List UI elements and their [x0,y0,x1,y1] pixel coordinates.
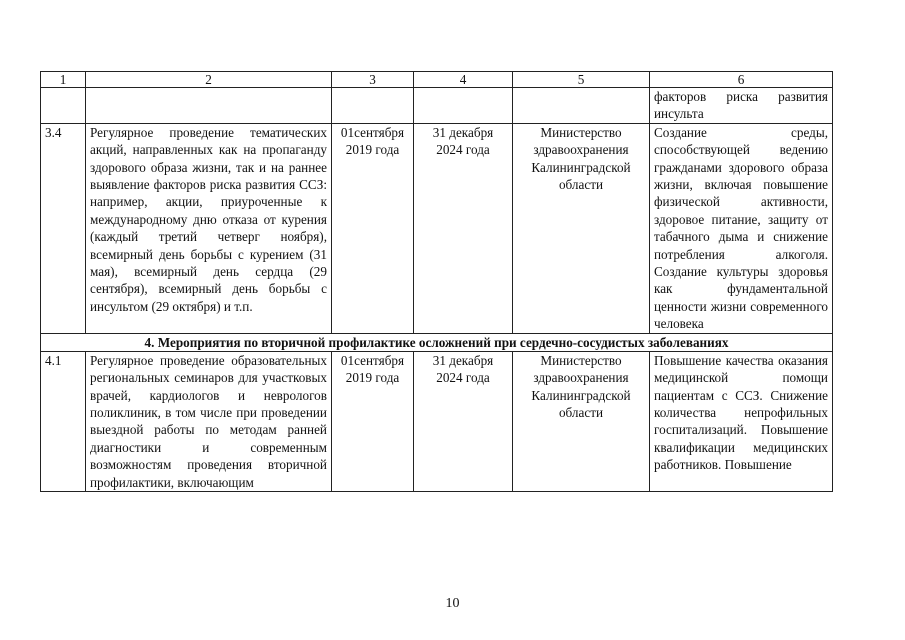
column-number: 2 [86,72,332,88]
cell-end: 31 декабря 2024 года [414,123,513,333]
cell-number: 4.1 [41,351,86,491]
cell-result: факторов риска развития инсульта [650,88,833,124]
table-row [41,351,833,491]
section-heading: 4. Мероприятия по вторичной профилактике осложнений при сердечно-сосудистых заболеваниях [41,333,833,351]
cell-responsible: Министерство здравоохранения Калининградской области [513,351,650,491]
cell-number: 3.4 [41,123,86,333]
cell-responsible: Министерство здравоохранения Калининградской области [513,123,650,333]
cell-result: Повышение качества оказания медицинской помощи пациентам с ССЗ. Снижение количества непрофильных госпитализаций. Повышение квалификации медицинских работников. Повышение [650,351,833,491]
column-number: 1 [41,72,86,88]
table-row-continuation [41,88,833,124]
cell-responsible [513,88,650,124]
section-heading-row [41,333,833,351]
page-number: 10 [445,596,460,611]
cell-start: 01сентября 2019 года [332,123,414,333]
cell-end [414,88,513,124]
cell-description [86,88,332,124]
cell-end: 31 декабря 2024 года [414,351,513,491]
action-plan-table [40,71,833,492]
cell-number [41,88,86,124]
cell-description: Регулярное проведение тематических акций, направленных как на пропаганду здорового образа жизни, так и на раннее выявление факторов риска развития ССЗ: например, акции, приуроченные к международному дню отказа от курения (каждый третий четверг ноября), всемирный день борьбы с курением (31 мая), всемирный день сердца (29 сентября), всемирный день борьбы с инсультом (29 октября) и т.п. [86,123,332,333]
cell-description: Регулярное проведение образовательных региональных семинаров для участковых врачей, кардиологов и неврологов поликлиник, в том числе при проведении выездной работы по методам ранней диагностики и современным возможностям проведения вторичной профилактики, включающим [86,351,332,491]
column-number: 5 [513,72,650,88]
cell-start: 01сентября 2019 года [332,351,414,491]
table-row [41,123,833,333]
cell-result: Создание среды, способствующей ведению гражданами здорового образа жизни, включая повышение физической активности, здоровое питание, защиту от табачного дыма и снижение потребления алкоголя. Создание культуры здоровья как фундаментальной ценности жизни современного человека [650,123,833,333]
cell-start [332,88,414,124]
column-number: 6 [650,72,833,88]
column-number: 3 [332,72,414,88]
column-number-row [41,72,833,88]
column-number: 4 [414,72,513,88]
